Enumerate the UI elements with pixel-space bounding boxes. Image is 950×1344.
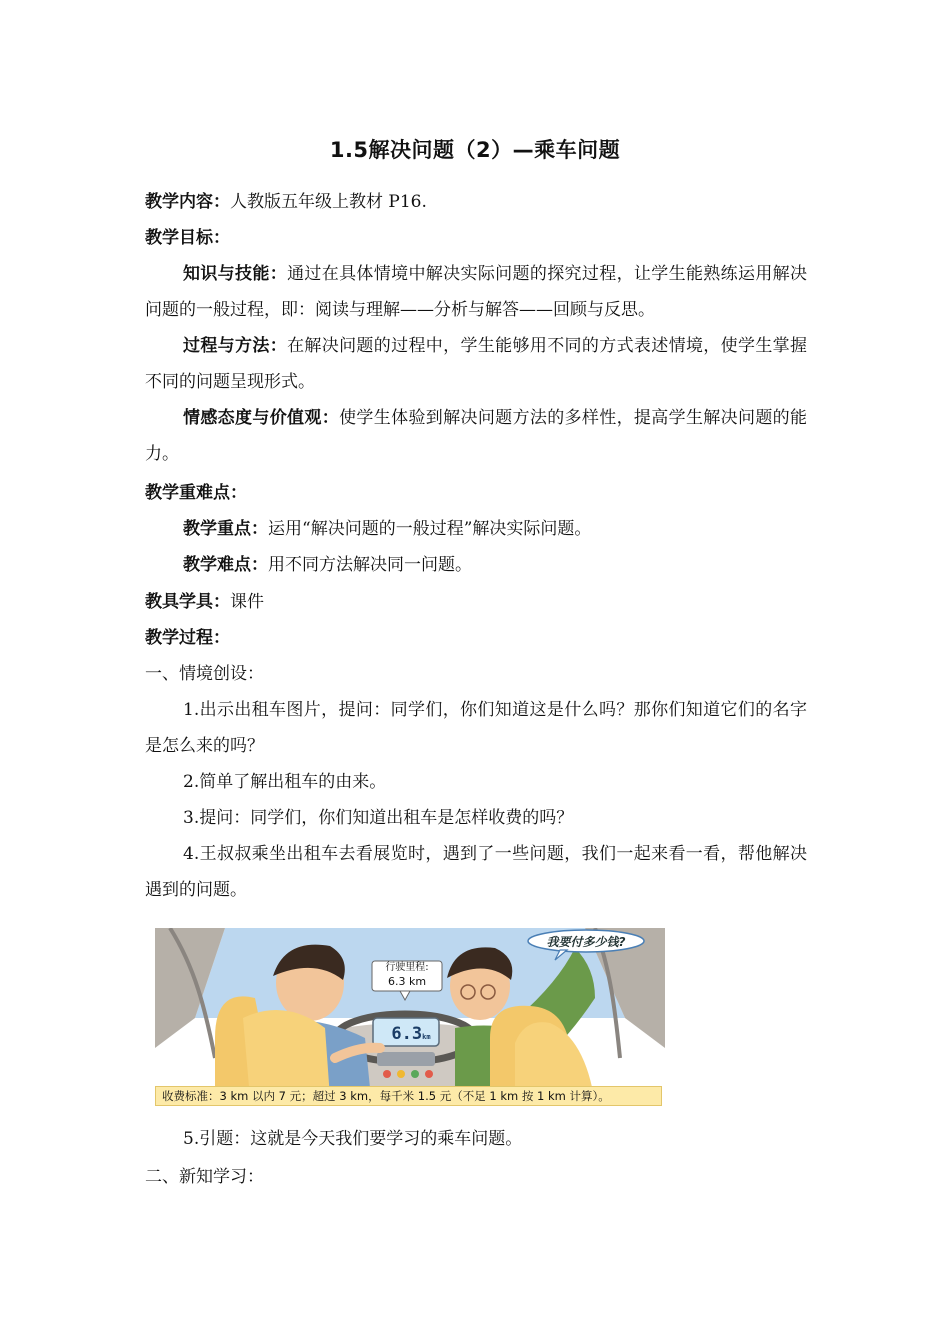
objective-process-label: 过程与方法：: [183, 336, 288, 356]
step-5: 5.引题：这就是今天我们要学习的乘车问题。: [183, 1129, 523, 1149]
step-1: 1.出示出租车图片，提问：同学们，你们知道这是什么吗？那你们知道它们的名字是怎么来的吗？: [145, 700, 807, 756]
key-difficulty-text: 用不同方法解决同一问题。: [268, 555, 472, 575]
meter-display-unit: km: [422, 1033, 431, 1041]
step-4: 4.王叔叔乘坐出租车去看展览时，遇到了一些问题，我们一起来看一看，帮他解决遇到的问题。: [145, 844, 807, 900]
step-3: 3.提问：同学们，你们知道出租车是怎样收费的吗？: [183, 808, 574, 828]
process-heading: [145, 620, 807, 656]
teaching-content: [145, 184, 807, 220]
key-points-label: 教学重难点：: [145, 483, 247, 503]
key-difficulty: [145, 547, 807, 583]
section-1-heading: 一、情境创设：: [145, 664, 264, 684]
taxi-illustration: [155, 928, 665, 1110]
meter-display: [385, 1023, 437, 1045]
objective-knowledge: [145, 256, 807, 328]
speech-bubble-text: 我要付多少钱?: [546, 935, 626, 949]
key-difficulty-label: 教学难点：: [183, 555, 268, 575]
objective-knowledge-label: 知识与技能：: [183, 264, 288, 284]
objective-knowledge-text: 通过在具体情境中解决实际问题的探究过程，让学生能熟练运用解决问题的一般过程，即：阅读与理解——分析与解答——回顾与反思。: [145, 264, 808, 320]
odometer-value: 6.3 km: [387, 975, 427, 988]
odometer-label: 行驶里程:: [385, 962, 429, 973]
objectives-heading: [145, 220, 807, 256]
teaching-content-label: 教学内容：: [145, 192, 230, 212]
key-focus-text: 运用“解决问题的一般过程”解决实际问题。: [268, 519, 592, 539]
tools: [145, 584, 807, 620]
step-2: 2.简单了解出租车的由来。: [183, 772, 387, 792]
objective-process-text: 在解决问题的过程中，学生能够用不同的方式表述情境，使学生掌握不同的问题呈现形式。: [145, 336, 808, 392]
process-label: 教学过程：: [145, 628, 230, 648]
teaching-content-text: 人教版五年级上教材 P16.: [230, 192, 427, 212]
key-focus: [145, 511, 807, 547]
tools-text: 课件: [230, 592, 264, 612]
meter-display-value: 6.3: [391, 1024, 423, 1044]
objective-emotion-label: 情感态度与价值观：: [183, 408, 340, 428]
fare-standard-caption: 收费标准：3 km 以内 7 元；超过 3 km，每千米 1.5 元（不足 1 km 按 1 km 计算）。: [155, 1086, 662, 1106]
key-points-heading: [145, 475, 807, 511]
objective-emotion: [145, 400, 807, 472]
section-2-heading: 二、新知学习：: [145, 1167, 264, 1187]
page-title: 1.5解决问题（2）—乘车问题: [329, 138, 621, 162]
objectives-label: 教学目标：: [145, 228, 230, 248]
tools-label: 教具学具：: [145, 592, 230, 612]
key-focus-label: 教学重点：: [183, 519, 268, 539]
objective-emotion-text: 使学生体验到解决问题方法的多样性，提高学生解决问题的能力。: [145, 408, 808, 464]
objective-process: [145, 328, 807, 400]
